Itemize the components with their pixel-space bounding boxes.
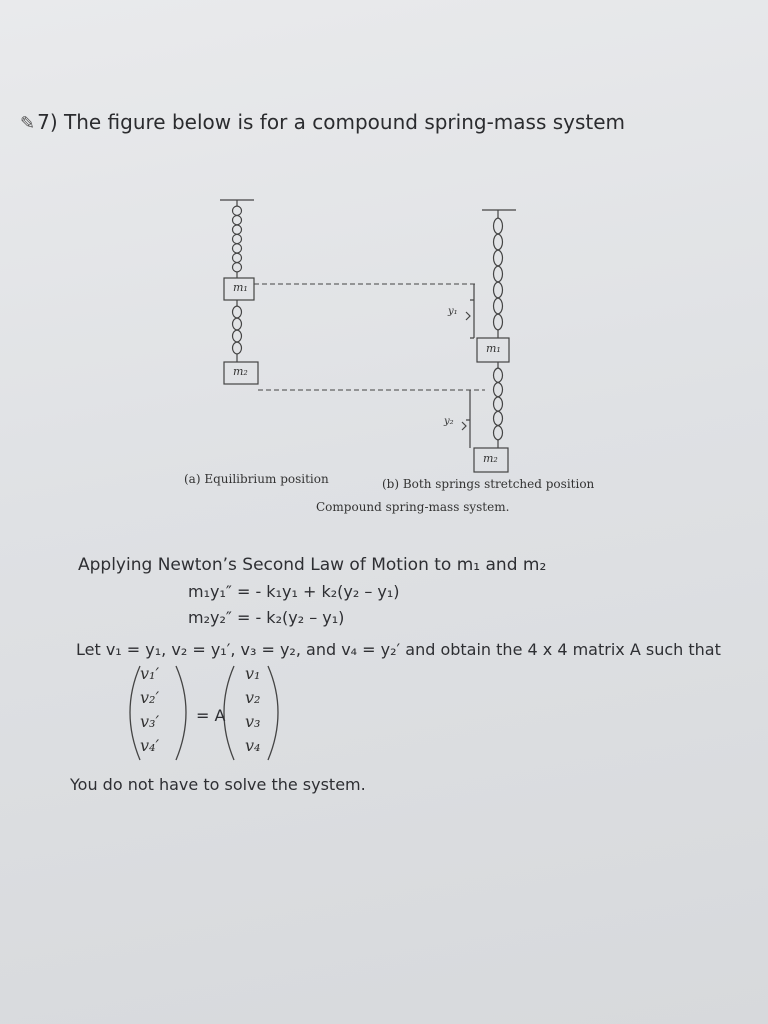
problem-number: 7) xyxy=(37,110,58,134)
y1-label: y₁ xyxy=(448,306,458,317)
caption-a: (a) Equilibrium position xyxy=(184,472,329,486)
y2-label: y₂ xyxy=(444,416,454,427)
right-spring-1 xyxy=(494,218,503,330)
problem-title-text: The figure below is for a compound spring-mass system xyxy=(63,110,626,134)
vector-left-item: v₄′ xyxy=(140,736,160,755)
vector-right-item: v₄ xyxy=(245,736,261,755)
left-vector-close-paren xyxy=(176,666,186,760)
vector-left-item: v₃′ xyxy=(140,712,160,731)
y1-bracket xyxy=(470,284,474,338)
applying-text: Applying Newton’s Second Law of Motion to m₁ and m₂ xyxy=(78,555,547,575)
equation-2: m₂y₂″ = - k₂(y₂ – y₁) xyxy=(188,608,345,627)
right-vector-open-paren xyxy=(224,666,234,760)
figure-caption: Compound spring-mass system. xyxy=(316,500,510,514)
left-mass-2-label: m₂ xyxy=(233,365,248,378)
vector-right-item: v₃ xyxy=(245,712,261,731)
left-mass-1-label: m₁ xyxy=(233,281,248,294)
let-text: Let v₁ = y₁, v₂ = y₁′, v₃ = y₂, and v₄ = y₂′ and obtain the 4 x 4 matrix A such that xyxy=(76,640,721,659)
pencil-icon: ✎ xyxy=(20,113,36,134)
footer-text: You do not have to solve the system. xyxy=(70,775,366,794)
left-spring-1 xyxy=(233,206,242,272)
left-spring-2 xyxy=(233,306,242,354)
y2-brace-tip xyxy=(462,422,466,430)
vector-left-item: v₂′ xyxy=(140,688,160,707)
equation-1: m₁y₁″ = - k₁y₁ + k₂(y₂ – y₁) xyxy=(188,582,400,601)
y1-brace-tip xyxy=(466,312,470,320)
left-vector-open-paren xyxy=(130,666,140,760)
caption-b: (b) Both springs stretched position xyxy=(382,477,595,491)
vector-right-item: v₂ xyxy=(245,688,261,707)
equals-a: = A xyxy=(196,706,226,725)
right-system xyxy=(462,210,516,472)
vector-left-item: v₁′ xyxy=(140,664,160,683)
right-mass-2-label: m₂ xyxy=(483,452,498,465)
y2-bracket xyxy=(466,390,470,448)
right-vector-close-paren xyxy=(268,666,278,760)
right-spring-2 xyxy=(494,368,503,440)
right-mass-1-label: m₁ xyxy=(486,342,501,355)
vector-right-item: v₁ xyxy=(245,664,261,683)
